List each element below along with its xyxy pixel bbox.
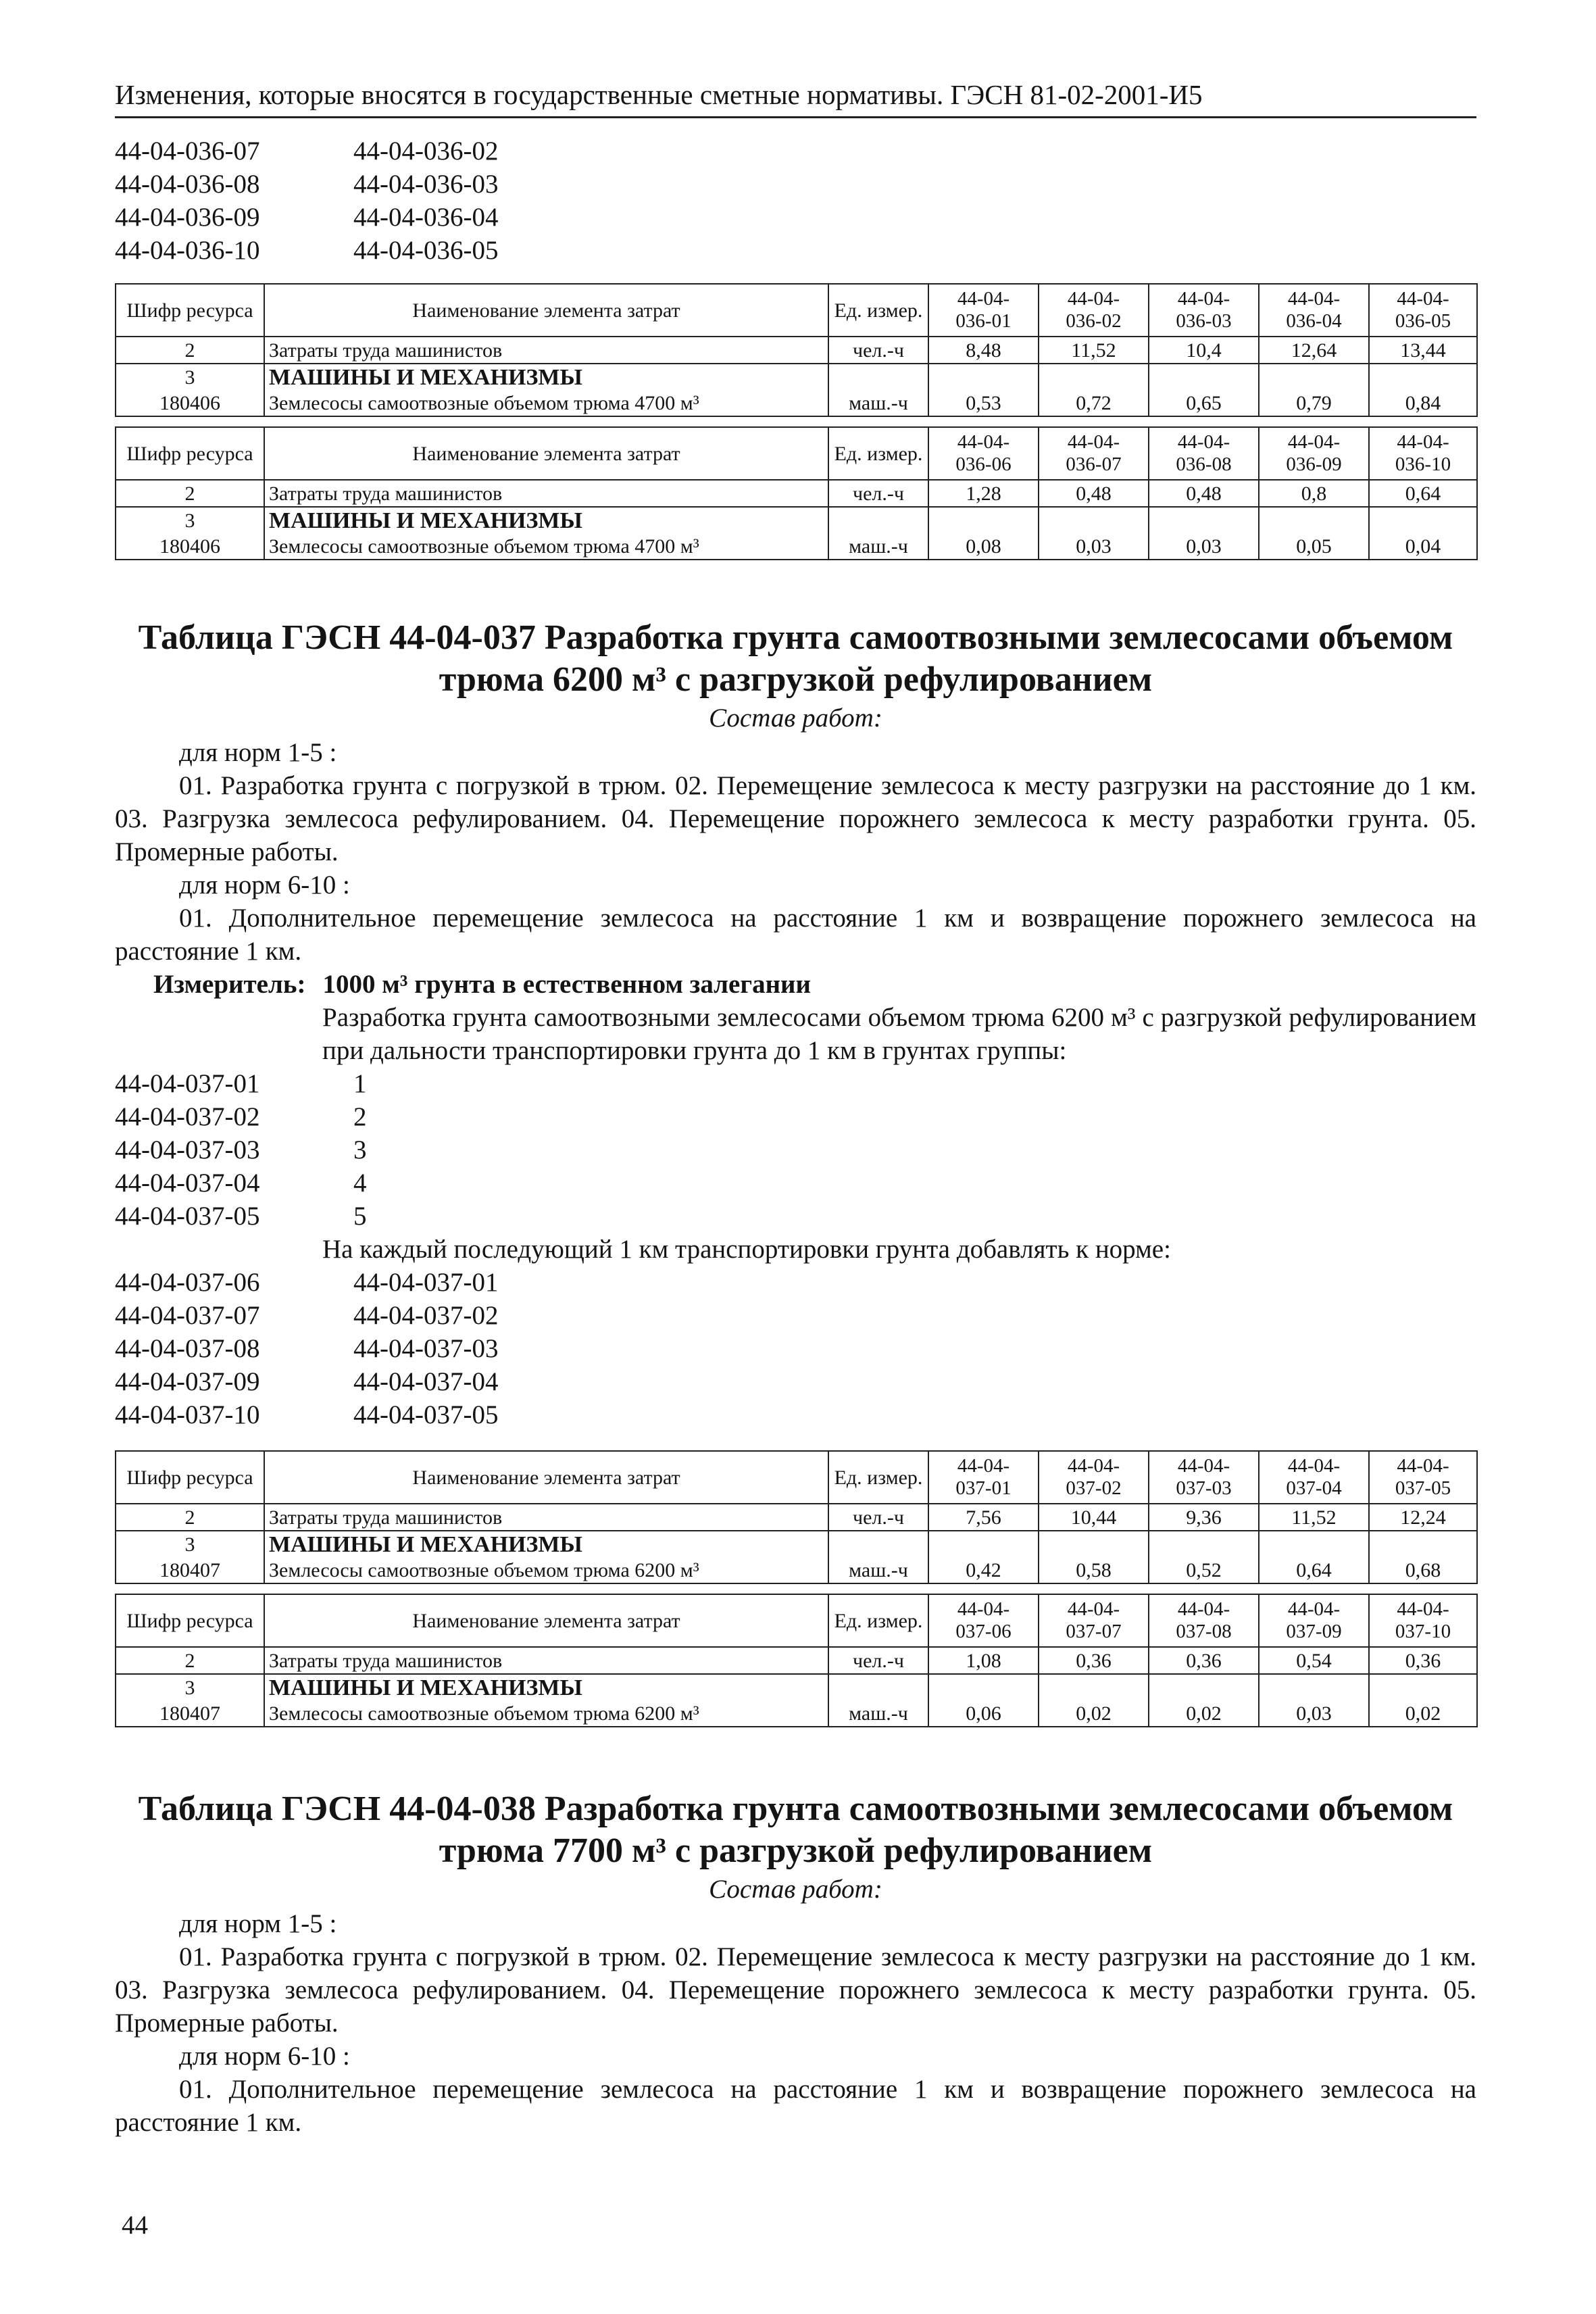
norm-code: 44-04-037-03 <box>115 1135 260 1164</box>
empty-cell <box>1039 507 1149 533</box>
measure-label: Измеритель: <box>153 970 306 999</box>
norms-6-10-label: для норм 6-10 : <box>179 870 350 900</box>
reference-code: 44-04-036-05 <box>353 236 499 265</box>
norm-code: 44-04-037-09 <box>115 1367 260 1396</box>
table-row <box>116 1674 1477 1700</box>
table-row <box>116 337 1477 364</box>
header-unit: Ед. измер. <box>828 1451 928 1504</box>
unit: чел.-ч <box>828 337 928 364</box>
empty-cell <box>1149 1674 1259 1700</box>
value-cell: 7,56 <box>928 1504 1039 1531</box>
unit: чел.-ч <box>828 1647 928 1674</box>
value-cell: 0,03 <box>1149 533 1259 560</box>
value-cell: 0,48 <box>1039 480 1149 507</box>
header-norm-code <box>1039 1451 1149 1504</box>
norm-code-part: 036-05 <box>1395 310 1451 332</box>
norm-code-part: 037-07 <box>1066 1621 1122 1642</box>
reference-code: 44-04-037-03 <box>353 1334 499 1363</box>
section-heading: МАШИНЫ И МЕХАНИЗМЫ <box>264 1531 828 1557</box>
soil-group: 3 <box>353 1135 367 1164</box>
norm-code-part: 036-02 <box>1066 310 1122 332</box>
header-name: Наименование элемента затрат <box>264 284 828 337</box>
norm-code-part: 44-04- <box>1287 288 1341 310</box>
header-norm-code <box>1259 1451 1369 1504</box>
norm-code-part: 44-04- <box>1177 288 1230 310</box>
norm-code: 44-04-036-08 <box>115 170 260 199</box>
page-number: 44 <box>122 2211 148 2240</box>
norm-code-part: 036-10 <box>1395 453 1451 475</box>
norm-description: Разработка грунта самоотвозными землесосами объемом трюма 6200 м³ с разгрузкой рефулированием при дальности транспортировки грунта до 1 км в грунтах группы: <box>322 1003 1476 1065</box>
empty-cell <box>1369 507 1477 533</box>
header-norm-code <box>928 284 1039 337</box>
table-header-row <box>116 1594 1477 1647</box>
norm-code-part: 037-04 <box>1286 1477 1342 1499</box>
list-item <box>115 1067 1476 1100</box>
list-item <box>115 1332 1476 1365</box>
norm-code-part: 44-04- <box>957 1455 1010 1477</box>
resource-table-036-a <box>115 283 1476 417</box>
header-cipher: Шифр ресурса <box>116 1594 264 1647</box>
empty-cell <box>1259 364 1369 390</box>
list-item <box>115 1398 1476 1431</box>
soil-group: 2 <box>353 1102 367 1131</box>
top-code-list <box>115 134 1476 267</box>
resource-code: 3 <box>116 364 264 390</box>
value-cell: 0,72 <box>1039 390 1149 416</box>
value-cell: 0,06 <box>928 1700 1039 1727</box>
reference-code: 44-04-036-03 <box>353 170 499 199</box>
header-norm-code <box>1149 427 1259 480</box>
value-cell: 0,79 <box>1259 390 1369 416</box>
norm-code: 44-04-037-06 <box>115 1268 260 1297</box>
value-cell: 12,24 <box>1369 1504 1477 1531</box>
measure-value: 1000 м³ грунта в естественном залегании <box>322 970 811 999</box>
norm-code: 44-04-037-01 <box>115 1069 260 1098</box>
work-composition-heading: Состав работ: <box>709 704 882 733</box>
section-heading: МАШИНЫ И МЕХАНИЗМЫ <box>264 1674 828 1700</box>
resource-name: Землесосы самоотвозные объемом трюма 4700 м³ <box>264 390 828 416</box>
header-norm-code <box>1259 427 1369 480</box>
norm-code-part: 44-04- <box>1397 288 1449 310</box>
norm-code: 44-04-037-04 <box>115 1168 260 1198</box>
norm-code-part: 036-04 <box>1286 310 1342 332</box>
resource-table <box>115 1450 1478 1584</box>
works-1-5-text: 01. Разработка грунта с погрузкой в трюм. 02. Перемещение землесоса к месту разгрузки на расстояние до 1 км. 03. Разгрузка землесоса рефулированием. 04. Перемещение порожнего землесоса к месту разработки грунта. 05. Промерные работы. <box>115 771 1476 866</box>
measure-line <box>115 968 1476 1001</box>
value-cell: 9,36 <box>1149 1504 1259 1531</box>
resource-table <box>115 1594 1478 1727</box>
value-cell: 10,44 <box>1039 1504 1149 1531</box>
resource-table-036-b <box>115 426 1476 560</box>
resource-code: 2 <box>116 337 264 364</box>
norm-code-part: 037-06 <box>955 1621 1012 1642</box>
header-norm-code <box>1259 284 1369 337</box>
unit: чел.-ч <box>828 1504 928 1531</box>
value-cell: 0,08 <box>928 533 1039 560</box>
empty-cell <box>928 1531 1039 1557</box>
reference-code: 44-04-036-04 <box>353 203 499 232</box>
norm-code-part: 44-04- <box>1067 431 1120 453</box>
norm-code: 44-04-036-10 <box>115 236 260 265</box>
unit: маш.-ч <box>828 1557 928 1583</box>
header-norm-code <box>928 1594 1039 1647</box>
norm-code-part: 44-04- <box>1177 1455 1230 1477</box>
works-6-10-text: 01. Дополнительное перемещение землесоса на расстояние 1 км и возвращение порожнего землесоса на расстояние 1 км. <box>115 2075 1476 2137</box>
header-norm-code <box>928 427 1039 480</box>
norm-code-part: 037-08 <box>1176 1621 1232 1642</box>
norm-code: 44-04-036-07 <box>115 137 260 166</box>
header-norm-code <box>1149 1594 1259 1647</box>
empty-cell <box>1259 1674 1369 1700</box>
table-row <box>116 1531 1477 1557</box>
header-cipher: Шифр ресурса <box>116 427 264 480</box>
empty-cell <box>1039 1531 1149 1557</box>
table-title-line1: Таблица ГЭСН 44-04-037 Разработка грунта самоотвозными землесосами объемом <box>138 618 1453 657</box>
resource-code: 3 <box>116 507 264 533</box>
resource-name: Затраты труда машинистов <box>264 480 828 507</box>
soil-group: 1 <box>353 1069 367 1098</box>
table-title-line2: трюма 6200 м³ с разгрузкой рефулированием <box>439 660 1153 699</box>
value-cell: 0,52 <box>1149 1557 1259 1583</box>
value-cell: 12,64 <box>1259 337 1369 364</box>
resource-table <box>115 426 1478 560</box>
reference-code: 44-04-037-05 <box>353 1400 499 1429</box>
section-heading: МАШИНЫ И МЕХАНИЗМЫ <box>264 364 828 390</box>
value-cell: 0,54 <box>1259 1647 1369 1674</box>
list-item <box>115 1365 1476 1398</box>
table-row <box>116 364 1477 390</box>
unit: маш.-ч <box>828 533 928 560</box>
empty-cell <box>928 364 1039 390</box>
table-title-line2: трюма 7700 м³ с разгрузкой рефулированием <box>439 1831 1153 1870</box>
value-cell: 0,04 <box>1369 533 1477 560</box>
norm-code-part: 44-04- <box>1397 1455 1449 1477</box>
section-heading: МАШИНЫ И МЕХАНИЗМЫ <box>264 507 828 533</box>
norm-code-part: 037-05 <box>1395 1477 1451 1499</box>
resource-code: 180407 <box>116 1700 264 1727</box>
header-cipher: Шифр ресурса <box>116 284 264 337</box>
works-6-10-text: 01. Дополнительное перемещение землесоса на расстояние 1 км и возвращение порожнего землесоса на расстояние 1 км. <box>115 904 1476 966</box>
page-header: Изменения, которые вносятся в государственные сметные нормативы. ГЭСН 81-02-2001-И5 <box>115 74 1476 118</box>
norm-code-part: 037-02 <box>1066 1477 1122 1499</box>
header-norm-code <box>928 1451 1039 1504</box>
norm-code: 44-04-037-07 <box>115 1301 260 1330</box>
table-row <box>116 507 1477 533</box>
resource-name: Землесосы самоотвозные объемом трюма 4700 м³ <box>264 533 828 560</box>
list-item <box>115 1166 1476 1200</box>
resource-name: Затраты труда машинистов <box>264 1504 828 1531</box>
header-norm-code <box>1369 427 1477 480</box>
work-composition-heading: Состав работ: <box>709 1875 882 1904</box>
empty-cell <box>1259 1531 1369 1557</box>
norm-code-part: 037-01 <box>955 1477 1012 1499</box>
value-cell: 0,58 <box>1039 1557 1149 1583</box>
table-row <box>116 1700 1477 1727</box>
reference-code: 44-04-037-04 <box>353 1367 499 1396</box>
unit: маш.-ч <box>828 1700 928 1727</box>
header-unit: Ед. измер. <box>828 284 928 337</box>
additional-norm-list <box>115 1266 1476 1431</box>
header-norm-code <box>1369 284 1477 337</box>
works-1-5-text: 01. Разработка грунта с погрузкой в трюм. 02. Перемещение землесоса к месту разгрузки на расстояние до 1 км. 03. Разгрузка землесоса рефулированием. 04. Перемещение порожнего землесоса к месту разработки грунта. 05. Промерные работы. <box>115 1942 1476 2038</box>
resource-name: Затраты труда машинистов <box>264 337 828 364</box>
empty-cell <box>1369 364 1477 390</box>
norm-code-part: 44-04- <box>957 431 1010 453</box>
header-unit: Ед. измер. <box>828 1594 928 1647</box>
table-title-037 <box>115 617 1476 701</box>
norm-code-part: 44-04- <box>1067 1598 1120 1620</box>
norm-code-part: 44-04- <box>1067 1455 1120 1477</box>
norm-code-part: 44-04- <box>957 1598 1010 1620</box>
norm-code: 44-04-037-05 <box>115 1202 260 1231</box>
code-pair-row <box>115 134 1476 168</box>
resource-code: 3 <box>116 1674 264 1700</box>
header-norm-code <box>1369 1451 1477 1504</box>
unit: чел.-ч <box>828 480 928 507</box>
value-cell: 0,84 <box>1369 390 1477 416</box>
list-item <box>115 1299 1476 1332</box>
table-title-line1: Таблица ГЭСН 44-04-038 Разработка грунта самоотвозными землесосами объемом <box>138 1790 1453 1828</box>
table-row <box>116 1647 1477 1674</box>
value-cell: 0,03 <box>1039 533 1149 560</box>
value-cell: 1,28 <box>928 480 1039 507</box>
empty-cell <box>1259 507 1369 533</box>
norm-code-part: 44-04- <box>1287 1598 1341 1620</box>
empty-cell <box>1039 1674 1149 1700</box>
reference-code: 44-04-037-01 <box>353 1268 499 1297</box>
list-item <box>115 1200 1476 1233</box>
soil-group: 5 <box>353 1202 367 1231</box>
value-cell: 0,36 <box>1149 1647 1259 1674</box>
list-item <box>115 1133 1476 1166</box>
table-header-row <box>116 427 1477 480</box>
empty-cell <box>1039 364 1149 390</box>
table-row <box>116 1557 1477 1583</box>
code-pair-row <box>115 234 1476 267</box>
empty-cell <box>828 1674 928 1700</box>
value-cell: 11,52 <box>1259 1504 1369 1531</box>
resource-code: 2 <box>116 480 264 507</box>
value-cell: 0,65 <box>1149 390 1259 416</box>
header-norm-code <box>1039 1594 1149 1647</box>
resource-code: 180406 <box>116 533 264 560</box>
norm-code: 44-04-037-10 <box>115 1400 260 1429</box>
norm-code-part: 44-04- <box>1177 431 1230 453</box>
norm-code-part: 036-03 <box>1176 310 1232 332</box>
resource-code: 180406 <box>116 390 264 416</box>
empty-cell <box>1149 1531 1259 1557</box>
norm-code-part: 44-04- <box>1397 1598 1449 1620</box>
norm-group-list <box>115 1067 1476 1233</box>
header-norm-code <box>1039 427 1149 480</box>
header-unit: Ед. измер. <box>828 427 928 480</box>
list-item <box>115 1100 1476 1133</box>
header-name: Наименование элемента затрат <box>264 427 828 480</box>
value-cell: 0,02 <box>1039 1700 1149 1727</box>
table-row <box>116 1504 1477 1531</box>
norm-code-part: 44-04- <box>1177 1598 1230 1620</box>
norm-code-part: 036-07 <box>1066 453 1122 475</box>
norm-code-part: 037-03 <box>1176 1477 1232 1499</box>
norm-code-part: 036-01 <box>955 310 1012 332</box>
empty-cell <box>928 1674 1039 1700</box>
norms-6-10-label: для норм 6-10 : <box>179 2042 350 2071</box>
header-name: Наименование элемента затрат <box>264 1594 828 1647</box>
value-cell: 0,68 <box>1369 1557 1477 1583</box>
reference-code: 44-04-036-02 <box>353 137 499 166</box>
additional-km-line: На каждый последующий 1 км транспортировки грунта добавлять к норме: <box>322 1235 1171 1264</box>
resource-name: Землесосы самоотвозные объемом трюма 6200 м³ <box>264 1700 828 1727</box>
table-row <box>116 390 1477 416</box>
resource-code: 2 <box>116 1647 264 1674</box>
value-cell: 8,48 <box>928 337 1039 364</box>
value-cell: 0,05 <box>1259 533 1369 560</box>
header-name: Наименование элемента затрат <box>264 1451 828 1504</box>
resource-table-037-a <box>115 1450 1476 1584</box>
resource-code: 180407 <box>116 1557 264 1583</box>
list-item <box>115 1266 1476 1299</box>
norm-code-part: 037-09 <box>1286 1621 1342 1642</box>
header-norm-code <box>1149 1451 1259 1504</box>
document-page <box>115 74 1476 2139</box>
value-cell: 0,42 <box>928 1557 1039 1583</box>
norm-code-part: 037-10 <box>1395 1621 1451 1642</box>
header-norm-code <box>1369 1594 1477 1647</box>
norm-code: 44-04-036-09 <box>115 203 260 232</box>
unit: маш.-ч <box>828 390 928 416</box>
resource-table <box>115 283 1478 417</box>
value-cell: 0,02 <box>1369 1700 1477 1727</box>
value-cell: 0,64 <box>1259 1557 1369 1583</box>
empty-cell <box>1149 364 1259 390</box>
header-norm-code <box>1039 284 1149 337</box>
norm-code-part: 44-04- <box>1287 431 1341 453</box>
header-norm-code <box>1259 1594 1369 1647</box>
value-cell: 1,08 <box>928 1647 1039 1674</box>
resource-table-037-b <box>115 1594 1476 1727</box>
norms-1-5-label: для норм 1-5 : <box>179 1909 337 1938</box>
norm-code-part: 036-08 <box>1176 453 1232 475</box>
header-norm-code <box>1149 284 1259 337</box>
resource-code: 3 <box>116 1531 264 1557</box>
value-cell: 0,36 <box>1369 1647 1477 1674</box>
value-cell: 0,03 <box>1259 1700 1369 1727</box>
norm-code: 44-04-037-02 <box>115 1102 260 1131</box>
norm-code-part: 44-04- <box>1397 431 1449 453</box>
table-header-row <box>116 1451 1477 1504</box>
value-cell: 0,02 <box>1149 1700 1259 1727</box>
resource-name: Землесосы самоотвозные объемом трюма 6200 м³ <box>264 1557 828 1583</box>
code-pair-row <box>115 168 1476 201</box>
value-cell: 0,48 <box>1149 480 1259 507</box>
value-cell: 0,64 <box>1369 480 1477 507</box>
value-cell: 0,36 <box>1039 1647 1149 1674</box>
table-row <box>116 533 1477 560</box>
value-cell: 0,8 <box>1259 480 1369 507</box>
value-cell: 13,44 <box>1369 337 1477 364</box>
norm-code-part: 036-09 <box>1286 453 1342 475</box>
norm-code-part: 44-04- <box>1287 1455 1341 1477</box>
norms-1-5-label: для норм 1-5 : <box>179 738 337 767</box>
code-pair-row <box>115 201 1476 234</box>
norm-code-part: 44-04- <box>957 288 1010 310</box>
empty-cell <box>1369 1674 1477 1700</box>
empty-cell <box>828 364 928 390</box>
table-title-038 <box>115 1788 1476 1872</box>
soil-group: 4 <box>353 1168 367 1198</box>
value-cell: 10,4 <box>1149 337 1259 364</box>
resource-code: 2 <box>116 1504 264 1531</box>
empty-cell <box>1149 507 1259 533</box>
table-header-row <box>116 284 1477 337</box>
table-row <box>116 480 1477 507</box>
empty-cell <box>1369 1531 1477 1557</box>
empty-cell <box>828 1531 928 1557</box>
resource-name: Затраты труда машинистов <box>264 1647 828 1674</box>
norm-code-part: 44-04- <box>1067 288 1120 310</box>
empty-cell <box>928 507 1039 533</box>
header-cipher: Шифр ресурса <box>116 1451 264 1504</box>
reference-code: 44-04-037-02 <box>353 1301 499 1330</box>
norm-code-part: 036-06 <box>955 453 1012 475</box>
value-cell: 0,53 <box>928 390 1039 416</box>
empty-cell <box>828 507 928 533</box>
norm-code: 44-04-037-08 <box>115 1334 260 1363</box>
value-cell: 11,52 <box>1039 337 1149 364</box>
